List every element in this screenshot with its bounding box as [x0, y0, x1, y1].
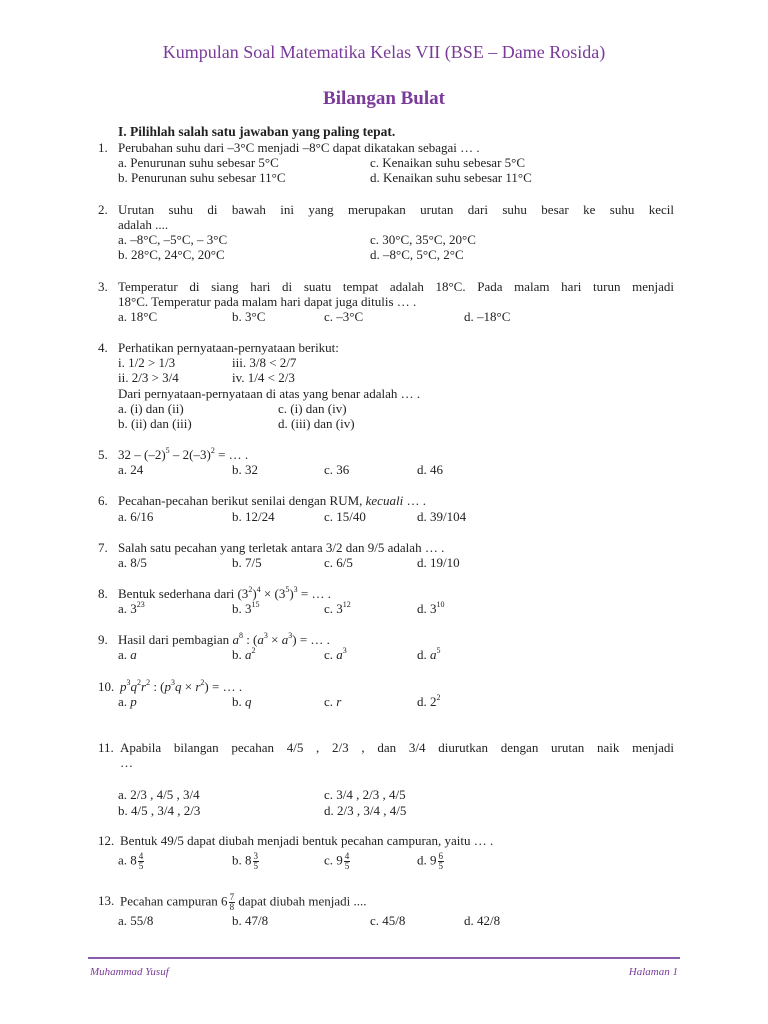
document-title: Kumpulan Soal Matematika Kelas VII (BSE – Dame Rosida) — [162, 42, 606, 62]
statement: iii. 3/8 < 2/7 — [232, 355, 297, 370]
option-c: c. 6/5 — [324, 555, 353, 570]
option-c: c. 3/4 , 2/3 , 4/5 — [324, 787, 406, 802]
option-b: b. (ii) dan (iii) — [118, 416, 192, 431]
option-b: b. Penurunan suhu sebesar 11°C — [118, 170, 286, 185]
question-number: 10. — [98, 679, 115, 694]
question-text: Pecahan campuran 6 $\frac{7}{8}$ dapat diubah menjadi .... — [120, 892, 367, 912]
option-c: c. 9 $\frac{4}{5}$ — [324, 851, 350, 871]
option-b: b. 32 — [232, 462, 258, 477]
option-a: a. 8 $\frac{4}{5}$ — [118, 851, 144, 871]
option-a: a. 24 — [118, 462, 144, 477]
question-text: $32 - (-2)^5 - 2(-3)^2$ = … . — [118, 446, 249, 462]
option-a: a. p — [118, 694, 137, 709]
option-d: d. 19/10 — [417, 555, 460, 570]
statement: i. 1/2 > 1/3 — [118, 355, 176, 370]
question-text: 18°C. Temperatur pada malam hari dapat juga ditulis … . — [118, 294, 417, 309]
question-number: 9. — [98, 632, 108, 647]
option-d: d. 9 $\frac{6}{5}$ — [417, 851, 443, 871]
question-text: Pecahan-pecahan berikut senilai dengan RUM, kecuali … . — [118, 493, 426, 508]
option-d: d. Kenaikan suhu sebesar 11°C — [370, 170, 532, 185]
option-c: c. 30°C, 35°C, 20°C — [370, 232, 476, 247]
question-text: Temperatur di siang hari di suatu tempat adalah 18°C. Pada malam hari turun menjadi — [118, 279, 674, 294]
option-a: a. a — [118, 647, 137, 662]
option-d: d. –18°C — [464, 309, 511, 324]
option-b: b. 7/5 — [232, 555, 262, 570]
option-a: a. –8°C, –5°C, – 3°C — [118, 232, 228, 247]
statement: iv. 1/4 < 2/3 — [232, 370, 295, 385]
option-b: b. 4/5 , 3/4 , 2/3 — [118, 803, 201, 818]
option-b: b. 12/24 — [232, 509, 275, 524]
question-text: Bentuk sederhana dari $(3^2)^4 \times (3^5)^3$ = … . — [118, 585, 332, 601]
option-c: c. 45/8 — [370, 913, 406, 928]
option-c: c. 15/40 — [324, 509, 366, 524]
option-a: a. $3^{23}$ — [118, 600, 145, 616]
footer-divider — [88, 957, 680, 959]
statement: ii. 2/3 > 3/4 — [118, 370, 179, 385]
question-number: 3. — [98, 279, 108, 294]
option-d: d. $2^2$ — [417, 693, 441, 709]
question-text: adalah .... — [118, 217, 169, 232]
option-d: d. (iii) dan (iv) — [278, 416, 355, 431]
question-number: 5. — [98, 447, 108, 462]
question-number: 2. — [98, 202, 108, 217]
question-text: Apabila bilangan pecahan 4/5 , 2/3 , dan 3/4 diurutkan dengan urutan naik menjadi — [120, 740, 674, 755]
question-text: Bentuk 49/5 dapat diubah menjadi bentuk pecahan campuran, yaitu … . — [120, 833, 494, 848]
question-text: … — [120, 755, 133, 770]
section-heading: I. Pilihlah salah satu jawaban yang paling tepat. — [118, 124, 396, 139]
question-number: 13. — [98, 893, 115, 908]
question-text: Perhatikan pernyataan-pernyataan berikut: — [118, 340, 339, 355]
option-c: c. Kenaikan suhu sebesar 5°C — [370, 155, 526, 170]
question-number: 12. — [98, 833, 115, 848]
option-a: a. 18°C — [118, 309, 158, 324]
option-a: a. 6/16 — [118, 509, 154, 524]
footer-page-number: Halaman 1 — [628, 966, 678, 978]
option-c: c. r — [324, 694, 342, 709]
option-b: b. $3^{15}$ — [232, 600, 260, 616]
option-a: a. 8/5 — [118, 555, 147, 570]
option-a: a. 55/8 — [118, 913, 154, 928]
option-c: c. $a^3$ — [324, 646, 347, 662]
option-d: d. 42/8 — [464, 913, 501, 928]
option-d: d. 2/3 , 3/4 , 4/5 — [324, 803, 407, 818]
option-b: b. 28°C, 24°C, 20°C — [118, 247, 225, 262]
question-number: 4. — [98, 340, 108, 355]
question-number: 7. — [98, 540, 108, 555]
option-a: a. 2/3 , 4/5 , 3/4 — [118, 787, 200, 802]
option-c: c. –3°C — [324, 309, 364, 324]
question-text: Urutan suhu di bawah ini yang merupakan urutan dari suhu besar ke suhu kecil — [118, 202, 674, 217]
option-b: b. q — [232, 694, 252, 709]
footer-author: Muhammad Yusuf — [90, 966, 169, 978]
option-a: a. (i) dan (ii) — [118, 401, 184, 416]
option-d: d. $3^{10}$ — [417, 600, 445, 616]
option-d: d. –8°C, 5°C, 2°C — [370, 247, 464, 262]
question-number: 6. — [98, 493, 108, 508]
question-number: 8. — [98, 586, 108, 601]
option-b: b. $a^2$ — [232, 646, 256, 662]
option-b: b. 3°C — [232, 309, 266, 324]
option-d: d. 39/104 — [417, 509, 467, 524]
question-text: Hasil dari pembagian $a^8$ : $(a^3 \times a^3)$ = … . — [118, 631, 330, 647]
option-c: c. 36 — [324, 462, 350, 477]
document-subtitle: Bilangan Bulat — [323, 88, 445, 109]
option-d: d. $a^5$ — [417, 646, 441, 662]
option-c: c. (i) dan (iv) — [278, 401, 347, 416]
option-d: d. 46 — [417, 462, 443, 477]
question-text: Dari pernyataan-pernyataan di atas yang benar adalah … . — [118, 386, 421, 401]
option-b: b. 8 $\frac{3}{5}$ — [232, 851, 258, 871]
question-text: $p^3q^2r^2$ : $(p^3q \times r^2)$ = … . — [120, 678, 243, 694]
option-b: b. 47/8 — [232, 913, 269, 928]
question-text: Perubahan suhu dari –3°C menjadi –8°C dapat dikatakan sebagai … . — [118, 140, 480, 155]
question-text: Salah satu pecahan yang terletak antara 3/2 dan 9/5 adalah … . — [118, 540, 445, 555]
option-c: c. $3^{12}$ — [324, 600, 351, 616]
option-a: a. Penurunan suhu sebesar 5°C — [118, 155, 279, 170]
question-number: 1. — [98, 140, 108, 155]
question-number: 11. — [98, 740, 114, 755]
